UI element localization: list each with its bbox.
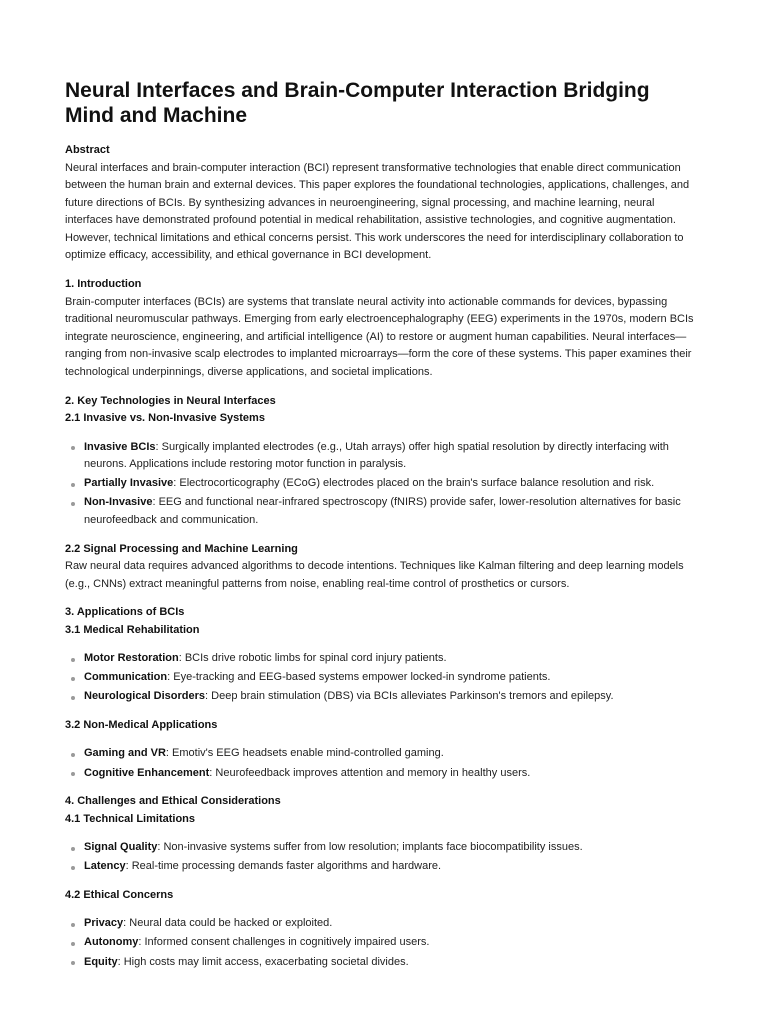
list-item-term: Communication <box>84 671 168 684</box>
section-3-1-heading: 3.1 Medical Rehabilitation <box>65 623 200 636</box>
list-item-term: Autonomy <box>84 936 139 949</box>
list-item-term: Cognitive Enhancement <box>84 766 210 779</box>
section-4-1-list <box>65 839 704 876</box>
list-item-term: Partially Invasive <box>84 477 174 490</box>
section-3-2-heading: 3.2 Non-Medical Applications <box>65 718 218 731</box>
list-item <box>65 669 704 687</box>
list-item <box>65 650 704 668</box>
list-item <box>65 494 704 529</box>
list-item-term: Privacy <box>84 917 124 930</box>
list-item-text: : Electrocorticography (ECoG) electrodes placed on the brain's surface balance resolution and risk. <box>173 477 655 490</box>
list-item-term: Motor Restoration <box>84 652 179 665</box>
section-3-2-list <box>65 745 704 782</box>
list-item-text: : Non-invasive systems suffer from low resolution; implants face biocompatibility issues. <box>157 841 583 854</box>
list-item-text: : Real-time processing demands faster algorithms and hardware. <box>125 860 442 873</box>
list-item-text: : Deep brain stimulation (DBS) via BCIs alleviates Parkinson's tremors and epilepsy. <box>205 690 614 703</box>
list-item-term: Invasive BCIs <box>84 440 156 453</box>
section-2-2-text: Raw neural data requires advanced algorithms to decode intentions. Techniques like Kalman filtering and deep learning models (e.g., CNNs) extract meaningful patterns from noise, enabling real-time control of prosthetics or cursors. <box>65 560 684 590</box>
list-item-term: Neurological Disorders <box>84 690 206 703</box>
list-item-term: Signal Quality <box>84 841 158 854</box>
section-4-1-heading: 4.1 Technical Limitations <box>65 812 195 825</box>
section-3-1-list <box>65 650 704 706</box>
list-item <box>65 858 704 876</box>
list-item <box>65 475 704 493</box>
list-item-text: : Neural data could be hacked or exploited. <box>123 917 333 930</box>
list-item-text: : EEG and functional near-infrared spectroscopy (fNIRS) provide safer, lower-resolution alternatives for basic neurofeedback and communication. <box>84 496 681 526</box>
list-item-term: Equity <box>84 955 118 968</box>
list-item-text: : Eye-tracking and EEG-based systems empower locked-in syndrome patients. <box>167 671 551 684</box>
list-item-text: : Surgically implanted electrodes (e.g., Utah arrays) offer high spatial resolution by directly interfacing with neurons. Applications include restoring motor function in paralysis. <box>84 440 669 471</box>
list-item <box>65 745 704 763</box>
list-item <box>65 954 704 972</box>
paper-title: Neural Interfaces and Brain-Computer Interaction Bridging Mind and Machine <box>65 79 650 127</box>
list-item <box>65 839 704 857</box>
section-2-1-heading: 2.1 Invasive vs. Non-Invasive Systems <box>65 412 265 425</box>
introduction-heading: 1. Introduction <box>65 278 142 291</box>
list-item-text: : BCIs drive robotic limbs for spinal cord injury patients. <box>178 652 447 665</box>
section-2-2-heading: 2.2 Signal Processing and Machine Learning <box>65 542 298 555</box>
section-2-heading: 2. Key Technologies in Neural Interfaces <box>65 394 276 407</box>
abstract-heading: Abstract <box>65 144 110 156</box>
list-item <box>65 439 704 474</box>
list-item <box>65 915 704 933</box>
list-item-text: : Neurofeedback improves attention and memory in healthy users. <box>209 766 531 779</box>
list-item-term: Latency <box>84 860 126 873</box>
list-item <box>65 934 704 952</box>
list-item <box>65 765 704 783</box>
introduction-text: Brain-computer interfaces (BCIs) are systems that translate neural activity into actionable commands for devices, bypassing traditional neuromuscular pathways. Emerging from early electroencephalography (EEG) experiments in the 1970s, modern BCIs integrate neuroscience, engineering, and artificial intelligence (AI) to restore or augment human capabilities. Neural interfaces—ranging from non-invasive scalp electrodes to implanted microarrays—form the core of these systems. This paper examines their technological underpinnings, diverse applications, and societal implications. <box>65 295 694 378</box>
abstract-text: Neural interfaces and brain-computer interaction (BCI) represent transformative technologies that enable direct communication between the human brain and external devices. This paper explores the foundational technologies, applications, challenges, and future directions of BCIs. By synthesizing advances in neuroengineering, signal processing, and machine learning, neural interfaces have demonstrated profound potential in medical rehabilitation, assistive technologies, and cognitive augmentation. However, technical limitations and ethical concerns persist. This work underscores the need for interdisciplinary collaboration to optimize efficacy, accessibility, and ethical governance in BCI development. <box>65 161 690 262</box>
list-item-text: : Emotiv's EEG headsets enable mind-controlled gaming. <box>165 747 444 760</box>
list-item-term: Gaming and VR <box>84 747 166 760</box>
list-item <box>65 688 704 706</box>
section-2-1-list <box>65 439 704 530</box>
list-item-text: : Informed consent challenges in cognitively impaired users. <box>138 936 430 949</box>
list-item-term: Non-Invasive <box>84 496 153 509</box>
section-3-heading: 3. Applications of BCIs <box>65 606 185 619</box>
section-4-heading: 4. Challenges and Ethical Considerations <box>65 795 281 808</box>
section-4-2-list <box>65 915 704 971</box>
list-item-text: : High costs may limit access, exacerbating societal divides. <box>117 955 409 968</box>
section-4-2-heading: 4.2 Ethical Concerns <box>65 888 174 901</box>
